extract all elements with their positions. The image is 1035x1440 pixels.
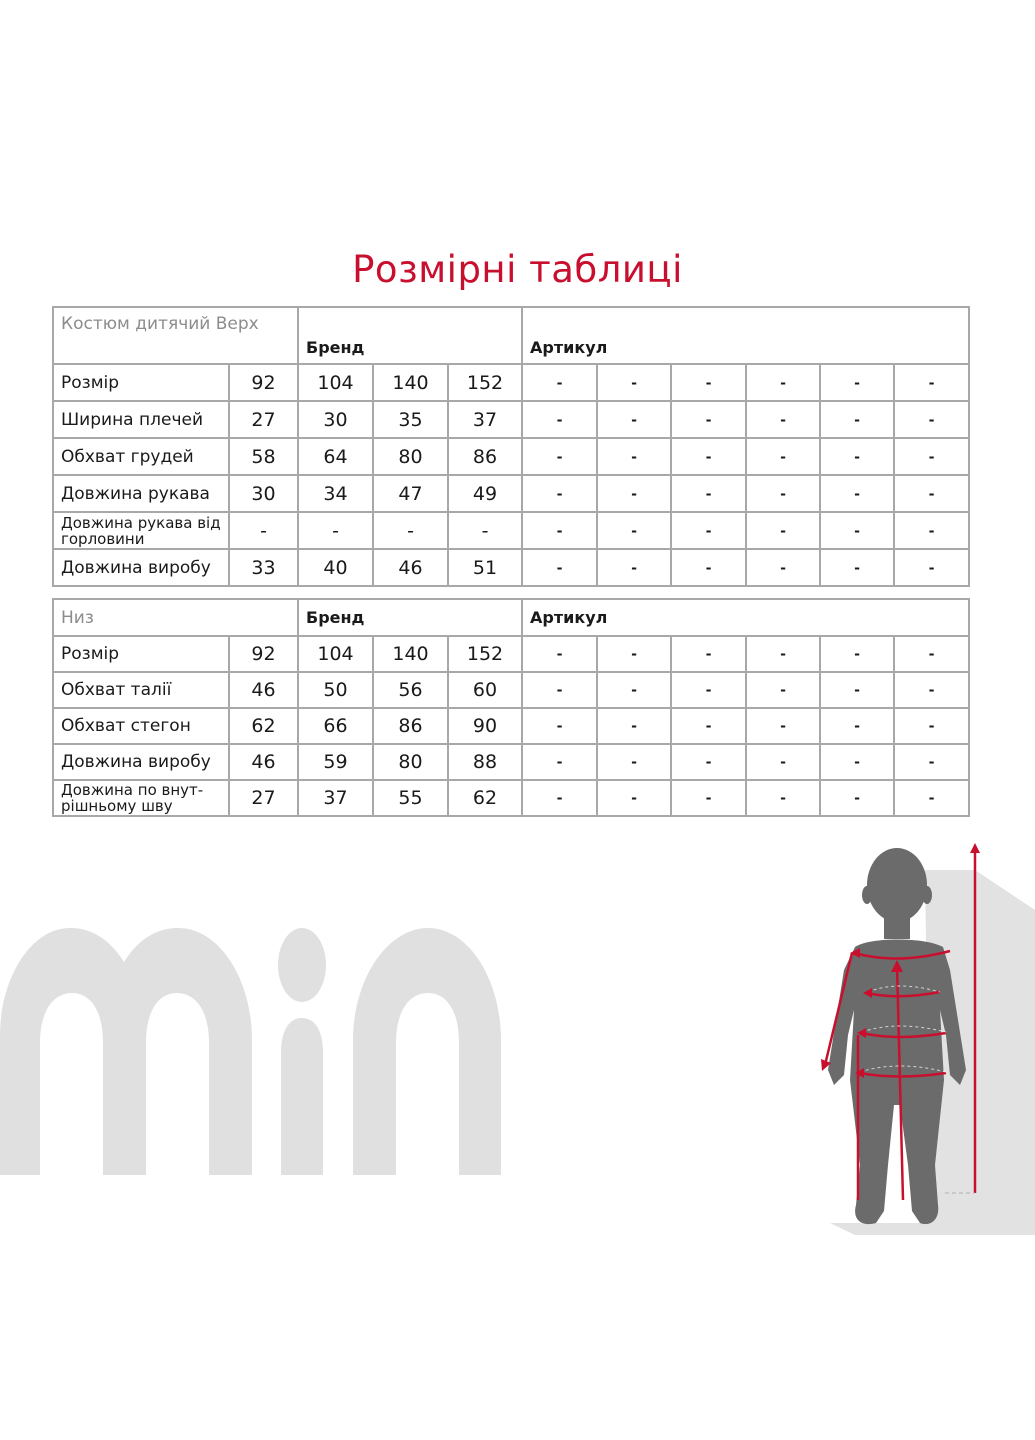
- cell: -: [746, 672, 820, 708]
- child-measurement-silhouette-icon: [800, 835, 1035, 1245]
- table-category: Низ: [53, 599, 298, 636]
- cell: 104: [298, 364, 373, 401]
- cell: -: [746, 636, 820, 672]
- cell: 58: [229, 438, 298, 475]
- cell: 46: [229, 672, 298, 708]
- cell: -: [820, 401, 894, 438]
- cell: 92: [229, 636, 298, 672]
- cell: 37: [298, 780, 373, 816]
- cell: 27: [229, 401, 298, 438]
- table-row: [53, 744, 969, 780]
- cell: -: [597, 475, 671, 512]
- cell: 30: [229, 475, 298, 512]
- cell: -: [522, 672, 597, 708]
- cell: -: [894, 780, 969, 816]
- row-label: Розмір: [53, 364, 229, 401]
- row-label: Обхват талії: [53, 672, 229, 708]
- cell: -: [671, 438, 746, 475]
- cell: 49: [448, 475, 522, 512]
- cell: -: [894, 475, 969, 512]
- table-row: [53, 549, 969, 586]
- cell: -: [820, 744, 894, 780]
- cell: 35: [373, 401, 448, 438]
- row-label: Обхват стегон: [53, 708, 229, 744]
- cell: -: [597, 401, 671, 438]
- cell: -: [746, 708, 820, 744]
- cell: -: [671, 364, 746, 401]
- cell: -: [448, 512, 522, 549]
- cell: -: [746, 512, 820, 549]
- brand-header: Бренд: [298, 307, 522, 364]
- table-row: [53, 512, 969, 549]
- row-label: Довжина виробу: [53, 744, 229, 780]
- cell: 152: [448, 364, 522, 401]
- cell: -: [671, 744, 746, 780]
- cell: -: [820, 672, 894, 708]
- cell: -: [820, 549, 894, 586]
- cell: -: [746, 475, 820, 512]
- table-row: [53, 401, 969, 438]
- cell: -: [522, 780, 597, 816]
- cell: -: [522, 549, 597, 586]
- cell: 60: [448, 672, 522, 708]
- cell: -: [373, 512, 448, 549]
- cell: 62: [229, 708, 298, 744]
- cell: 152: [448, 636, 522, 672]
- brand-header: Бренд: [298, 599, 522, 636]
- row-label: Довжина рукава від горловини: [53, 512, 229, 549]
- table-row: [53, 438, 969, 475]
- cell: -: [522, 475, 597, 512]
- cell: -: [522, 364, 597, 401]
- cell: 104: [298, 636, 373, 672]
- row-label: Довжина рукава: [53, 475, 229, 512]
- cell: -: [746, 780, 820, 816]
- table-row: [53, 708, 969, 744]
- cell: -: [894, 744, 969, 780]
- cell: -: [820, 475, 894, 512]
- cell: -: [820, 708, 894, 744]
- cell: 33: [229, 549, 298, 586]
- cell: 62: [448, 780, 522, 816]
- cell: 47: [373, 475, 448, 512]
- cell: 90: [448, 708, 522, 744]
- row-label: Ширина плечей: [53, 401, 229, 438]
- cell: -: [229, 512, 298, 549]
- row-label: Довжина по внут-рішньому шву: [53, 780, 229, 816]
- cell: -: [522, 512, 597, 549]
- cell: 80: [373, 438, 448, 475]
- cell: 86: [373, 708, 448, 744]
- cell: 59: [298, 744, 373, 780]
- cell: -: [671, 708, 746, 744]
- cell: -: [746, 364, 820, 401]
- article-header: Артикул: [522, 599, 969, 636]
- cell: 140: [373, 364, 448, 401]
- cell: -: [597, 364, 671, 401]
- cell: -: [820, 636, 894, 672]
- cell: -: [671, 780, 746, 816]
- min-logo-icon: [0, 925, 790, 1185]
- row-label: Розмір: [53, 636, 229, 672]
- cell: -: [522, 708, 597, 744]
- cell: -: [522, 401, 597, 438]
- cell: -: [820, 512, 894, 549]
- cell: -: [671, 549, 746, 586]
- cell: 88: [448, 744, 522, 780]
- cell: 46: [229, 744, 298, 780]
- page-title: Розмірні таблиці: [352, 248, 683, 291]
- cell: 34: [298, 475, 373, 512]
- cell: 37: [448, 401, 522, 438]
- cell: -: [597, 549, 671, 586]
- cell: -: [894, 708, 969, 744]
- cell: -: [894, 636, 969, 672]
- cell: 86: [448, 438, 522, 475]
- table-row: [53, 780, 969, 816]
- cell: -: [894, 438, 969, 475]
- table-header-row: [53, 307, 969, 364]
- cell: 92: [229, 364, 298, 401]
- cell: -: [597, 512, 671, 549]
- size-table-bottom: [52, 598, 970, 817]
- cell: 50: [298, 672, 373, 708]
- cell: 140: [373, 636, 448, 672]
- cell: -: [820, 780, 894, 816]
- table-row: [53, 672, 969, 708]
- cell: 56: [373, 672, 448, 708]
- cell: -: [597, 780, 671, 816]
- cell: -: [597, 636, 671, 672]
- cell: 51: [448, 549, 522, 586]
- cell: 55: [373, 780, 448, 816]
- cell: 40: [298, 549, 373, 586]
- cell: 46: [373, 549, 448, 586]
- cell: -: [820, 364, 894, 401]
- cell: -: [894, 401, 969, 438]
- cell: -: [671, 401, 746, 438]
- table-category: Костюм дитячий Верх: [53, 307, 298, 364]
- table-header-row: [53, 599, 969, 636]
- cell: 64: [298, 438, 373, 475]
- cell: -: [746, 744, 820, 780]
- table-row: [53, 364, 969, 401]
- table-row: [53, 475, 969, 512]
- cell: -: [894, 512, 969, 549]
- cell: -: [597, 438, 671, 475]
- cell: -: [894, 364, 969, 401]
- table-row: [53, 636, 969, 672]
- cell: -: [746, 401, 820, 438]
- cell: 80: [373, 744, 448, 780]
- cell: -: [671, 475, 746, 512]
- article-header: Артикул: [522, 307, 969, 364]
- cell: 66: [298, 708, 373, 744]
- size-table-top: [52, 306, 970, 587]
- cell: -: [671, 636, 746, 672]
- row-label: Довжина виробу: [53, 549, 229, 586]
- cell: -: [522, 744, 597, 780]
- cell: 30: [298, 401, 373, 438]
- cell: -: [894, 672, 969, 708]
- cell: -: [746, 549, 820, 586]
- cell: -: [671, 672, 746, 708]
- cell: -: [597, 672, 671, 708]
- cell: -: [671, 512, 746, 549]
- row-label: Обхват грудей: [53, 438, 229, 475]
- cell: -: [746, 438, 820, 475]
- cell: -: [522, 438, 597, 475]
- cell: -: [597, 708, 671, 744]
- cell: -: [298, 512, 373, 549]
- cell: -: [597, 744, 671, 780]
- cell: -: [820, 438, 894, 475]
- cell: -: [522, 636, 597, 672]
- cell: 27: [229, 780, 298, 816]
- cell: -: [894, 549, 969, 586]
